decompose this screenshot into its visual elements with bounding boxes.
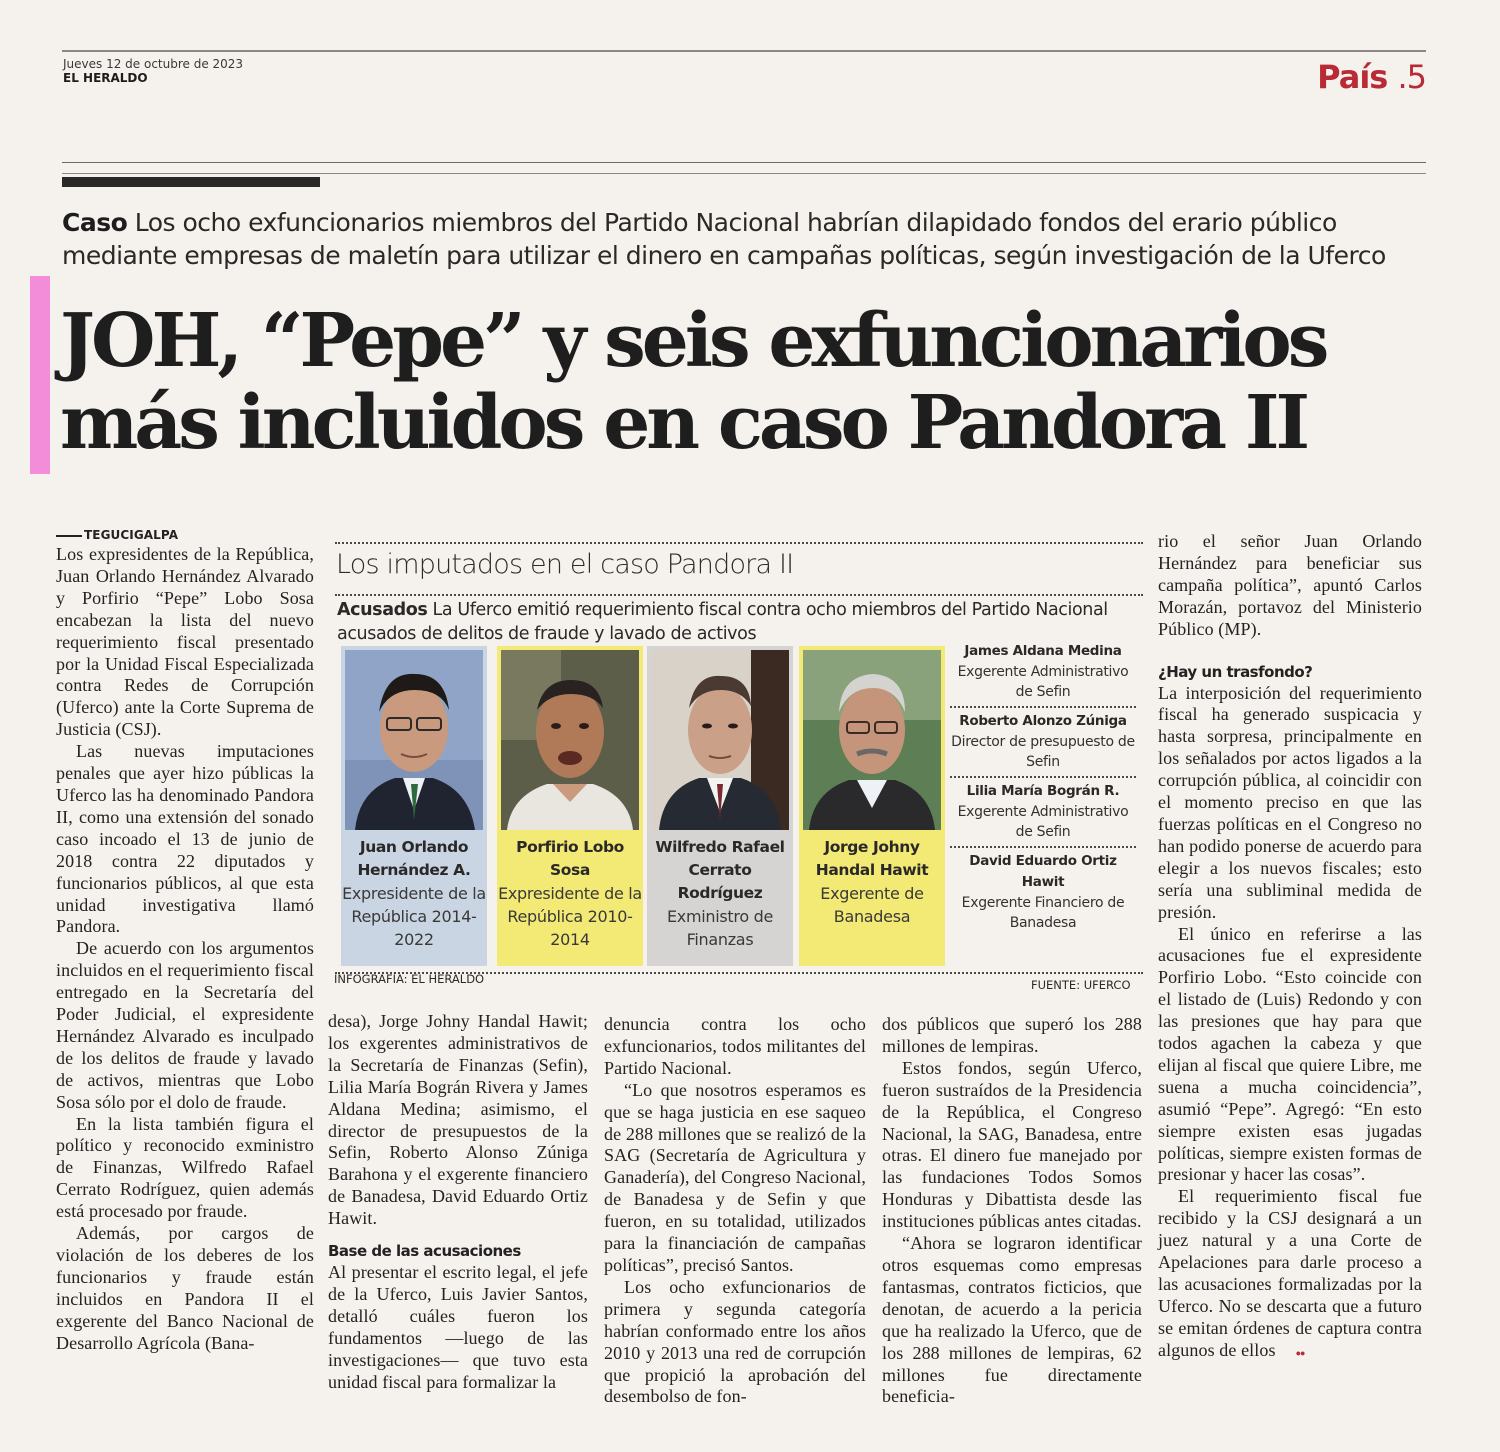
portrait-photo <box>651 650 789 830</box>
article-column-5 <box>1158 531 1422 1365</box>
list-item-role: Exgerente Financiero de Banadesa <box>961 895 1125 931</box>
section-name: País <box>1317 58 1388 96</box>
card-name: Jorge Johny Handal Hawit <box>815 838 929 879</box>
subheading: Base de las acusaciones <box>328 1242 521 1261</box>
paragraph: “Ahora se lograron identificar otros esquemas como empresas fantasmas, contratos ficticios, que denotan, de acuerdo a la pericia que ha realizado la Uferco, que de los 288 millones de lempiras, 62 millones fue directamente beneficia- <box>882 1233 1142 1407</box>
infographic-credit: INFOGRAFÍA: EL HERALDO <box>334 972 485 986</box>
headline-line-2: más incluidos en caso Pandora II <box>60 380 1307 466</box>
header-rule <box>62 50 1426 52</box>
card-role: Expresidente de la República 2014-2022 <box>342 884 486 949</box>
list-item <box>950 848 1136 937</box>
paragraph: Los ocho exfuncionarios de primera y segunda categoría habrían conformado entre los años 2010 y 2013 una red de corrupción que propició la aprobación del desembolso de fon- <box>604 1276 866 1407</box>
card-caption <box>341 836 487 951</box>
list-item-name: Lilia María Bográn R. <box>966 783 1120 799</box>
infographic-kicker: Acusados <box>337 600 428 620</box>
paragraph: denuncia contra los ocho exfuncionarios, todos militantes del Partido Nacional. <box>604 1014 866 1078</box>
paragraph-text: El requerimiento fiscal fue recibido y la CSJ designará a un juez natural y a una Corte de Apelaciones para darle proceso a las acusaciones formalizadas por la Uferco. No se descarta que a futuro se emitan órdenes de captura contra algunos de ellos <box>1158 1186 1422 1360</box>
portrait-photo <box>803 650 941 830</box>
paragraph: De acuerdo con los argumentos incluidos en el requerimiento fiscal entregado en la Secretaría del Poder Judicial, el expresidente Hernández Alvarado es inculpado de los delitos de fraude y lavado de activos, mientras que Lobo Sosa sólo por el dolo de fraude. <box>56 938 314 1112</box>
card-caption <box>647 836 793 951</box>
paragraph: Al presentar el escrito legal, el jefe de la Uferco, Luis Javier Santos, detalló cuáles fueron los fundamentos —luego de las investigaciones— que tuvo esta unidad fiscal para formalizar la <box>328 1262 588 1392</box>
list-item-role: Exgerente Administrativo de Sefin <box>957 804 1129 840</box>
accused-list <box>950 638 1136 937</box>
end-mark-icon <box>1276 1340 1305 1365</box>
list-item-name: David Eduardo Ortiz Hawit <box>969 853 1117 890</box>
infographic-source: FUENTE: UFERCO <box>1031 978 1131 992</box>
page-number: .5 <box>1397 58 1426 96</box>
section-label <box>1317 58 1426 96</box>
infographic-description-text: La Uferco emitió requerimiento fiscal contra ocho miembros del Partido Nacional acusados de delitos de fraude y lavado de activos <box>337 600 1108 644</box>
paragraph: dos públicos que superó los 288 millones de lempiras. <box>882 1014 1142 1056</box>
paragraph: Estos fondos, según Uferco, fueron sustraídos de la Presidencia de la República, el Congreso Nacional, la SAG, Banadesa, entre otras. El dinero fue manejado por las fundaciones Todos Somos Honduras y Dibattista desde las instituciones públicas antes citadas. <box>882 1057 1142 1232</box>
list-item <box>950 638 1136 708</box>
accused-card <box>799 646 945 966</box>
portrait-photo <box>345 650 483 830</box>
list-item <box>950 778 1136 848</box>
paragraph: Las nuevas imputaciones penales que ayer hizo públicas la Uferco las ha denominado Pandora II, como una extensión del sonado caso incoado el 13 de junio de 2018 contra 22 diputados y funcionarios públicos, al que esta unidad investigativa llamó Pandora. <box>56 741 314 937</box>
article-column-3 <box>604 1014 866 1408</box>
list-item <box>950 708 1136 778</box>
article-column-2 <box>328 1011 588 1394</box>
paragraph: desa), Jorge Johny Handal Hawit; los exgerentes administrativos de la Secretaría de Finanzas (Sefin), Lilia María Bográn Rivera y James Aldana Medina; asimismo, el director de presupuestos de la Sefin, Roberto Alonso Zúniga Barahona y el exgerente financiero de Banadesa, David Eduardo Ortiz Hawit. <box>328 1011 588 1229</box>
paragraph: Los expresidentes de la República, Juan Orlando Hernández Alvarado y Porfirio “Pepe” Lobo Sosa encabezan la lista del nuevo requerimiento fiscal presentado por la Unidad Fiscal Especializada contra Redes de Corrupción (Uferco) ante la Corte Suprema de Justicia (CSJ). <box>56 544 314 740</box>
card-name: Juan Orlando Hernández A. <box>357 838 471 879</box>
card-caption <box>497 836 643 951</box>
card-caption <box>799 836 945 928</box>
list-item-name: James Aldana Medina <box>964 643 1122 659</box>
accused-card <box>341 646 487 966</box>
card-role: Exgerente de Banadesa <box>820 884 924 926</box>
deck-kicker: Caso <box>62 208 128 237</box>
list-item-name: Roberto Alonzo Zúniga <box>959 713 1127 729</box>
subheading: ¿Hay un trasfondo? <box>1158 662 1313 681</box>
dateline: TEGUCIGALPA <box>56 526 314 544</box>
paragraph: El único en referirse a las acusaciones fue el expresidente Porfirio Lobo. “Esto coincide con el listado de (Luis) Redondo y con las presiones que hay para que todos agachen la cabeza y que elijan al fiscal que quiere Libre, me suena a mucha coincidencia”, asumió “Pepe”. Agregó: “En esto siempre existen esas jugadas políticas, siempre existen formas de presionar y hacer las cosas”. <box>1158 923 1422 1185</box>
newspaper-name: EL HERALDO <box>63 71 148 85</box>
card-role: Expresidente de la República 2010-2014 <box>498 884 642 949</box>
infographic-title: Los imputados en el caso Pandora II <box>336 549 794 580</box>
portrait-photo <box>501 650 639 830</box>
list-item-role: Director de presupuesto de Sefin <box>951 734 1135 770</box>
headline-line-1: JOH, “Pepe” y seis exfuncionarios <box>60 298 1326 384</box>
issue-date: Jueves 12 de octubre de 2023 <box>63 57 244 71</box>
paragraph: Además, por cargos de violación de los deberes de los funcionarios y fraude están incluidos en Pandora II el exgerente del Banco Nacional de Desarrollo Agrícola (Bana- <box>56 1223 314 1353</box>
paragraph <box>1158 1186 1422 1364</box>
headline <box>60 300 1460 464</box>
highlighter-mark <box>30 276 50 474</box>
accused-card <box>647 646 793 966</box>
accused-card <box>497 646 643 966</box>
card-name: Porfirio Lobo Sosa <box>516 838 624 879</box>
infographic-rule <box>335 542 1143 544</box>
card-name: Wilfredo Rafael Cerrato Rodríguez <box>655 838 785 902</box>
infographic-rule <box>335 594 1143 596</box>
thick-divider <box>62 177 320 187</box>
article-column-4 <box>882 1014 1142 1408</box>
divider <box>62 162 1426 163</box>
paragraph: rio el señor Juan Orlando Hernández para beneficiar sus campaña política”, apuntó Carlos Morazán, portavoz del Ministerio Público (MP). <box>1158 531 1422 639</box>
divider <box>62 173 1426 174</box>
list-item-role: Exgerente Administrativo de Sefin <box>957 664 1129 700</box>
card-role: Exministro de Finanzas <box>666 907 773 949</box>
paragraph: La interposición del requerimiento fiscal ha generado suspicacia y hasta sorpresa, principalmente en los señalados por actos ligados a la corrupción pública, al coincidir con el momento preciso en que las fuerzas políticas en el Congreso no han podido ponerse de acuerdo para elegir a los nuevos fiscales; esto sería una subliminal medida de presión. <box>1158 682 1422 922</box>
deck <box>62 206 1432 272</box>
paragraph: “Lo que nosotros esperamos es que se haga justicia en ese saqueo de 288 millones que se realizó de la SAG (Secretaría de Agricultura y Ganadería), del Congreso Nacional, de Banadesa y de Sefin y que fueron, en su totalidad, utilizados para la financiación de campañas políticas”, precisó Santos. <box>604 1079 866 1275</box>
paragraph: En la lista también figura el político y reconocido exministro de Finanzas, Wilfredo Rafael Cerrato Rodríguez, quien además está procesado por fraude. <box>56 1113 314 1222</box>
deck-text: Los ocho exfuncionarios miembros del Partido Nacional habrían dilapidado fondos del erario público mediante empresas de maletín para utilizar el dinero en campañas políticas, según investigación de la Uferco <box>62 208 1386 270</box>
article-column-1 <box>56 526 314 1355</box>
